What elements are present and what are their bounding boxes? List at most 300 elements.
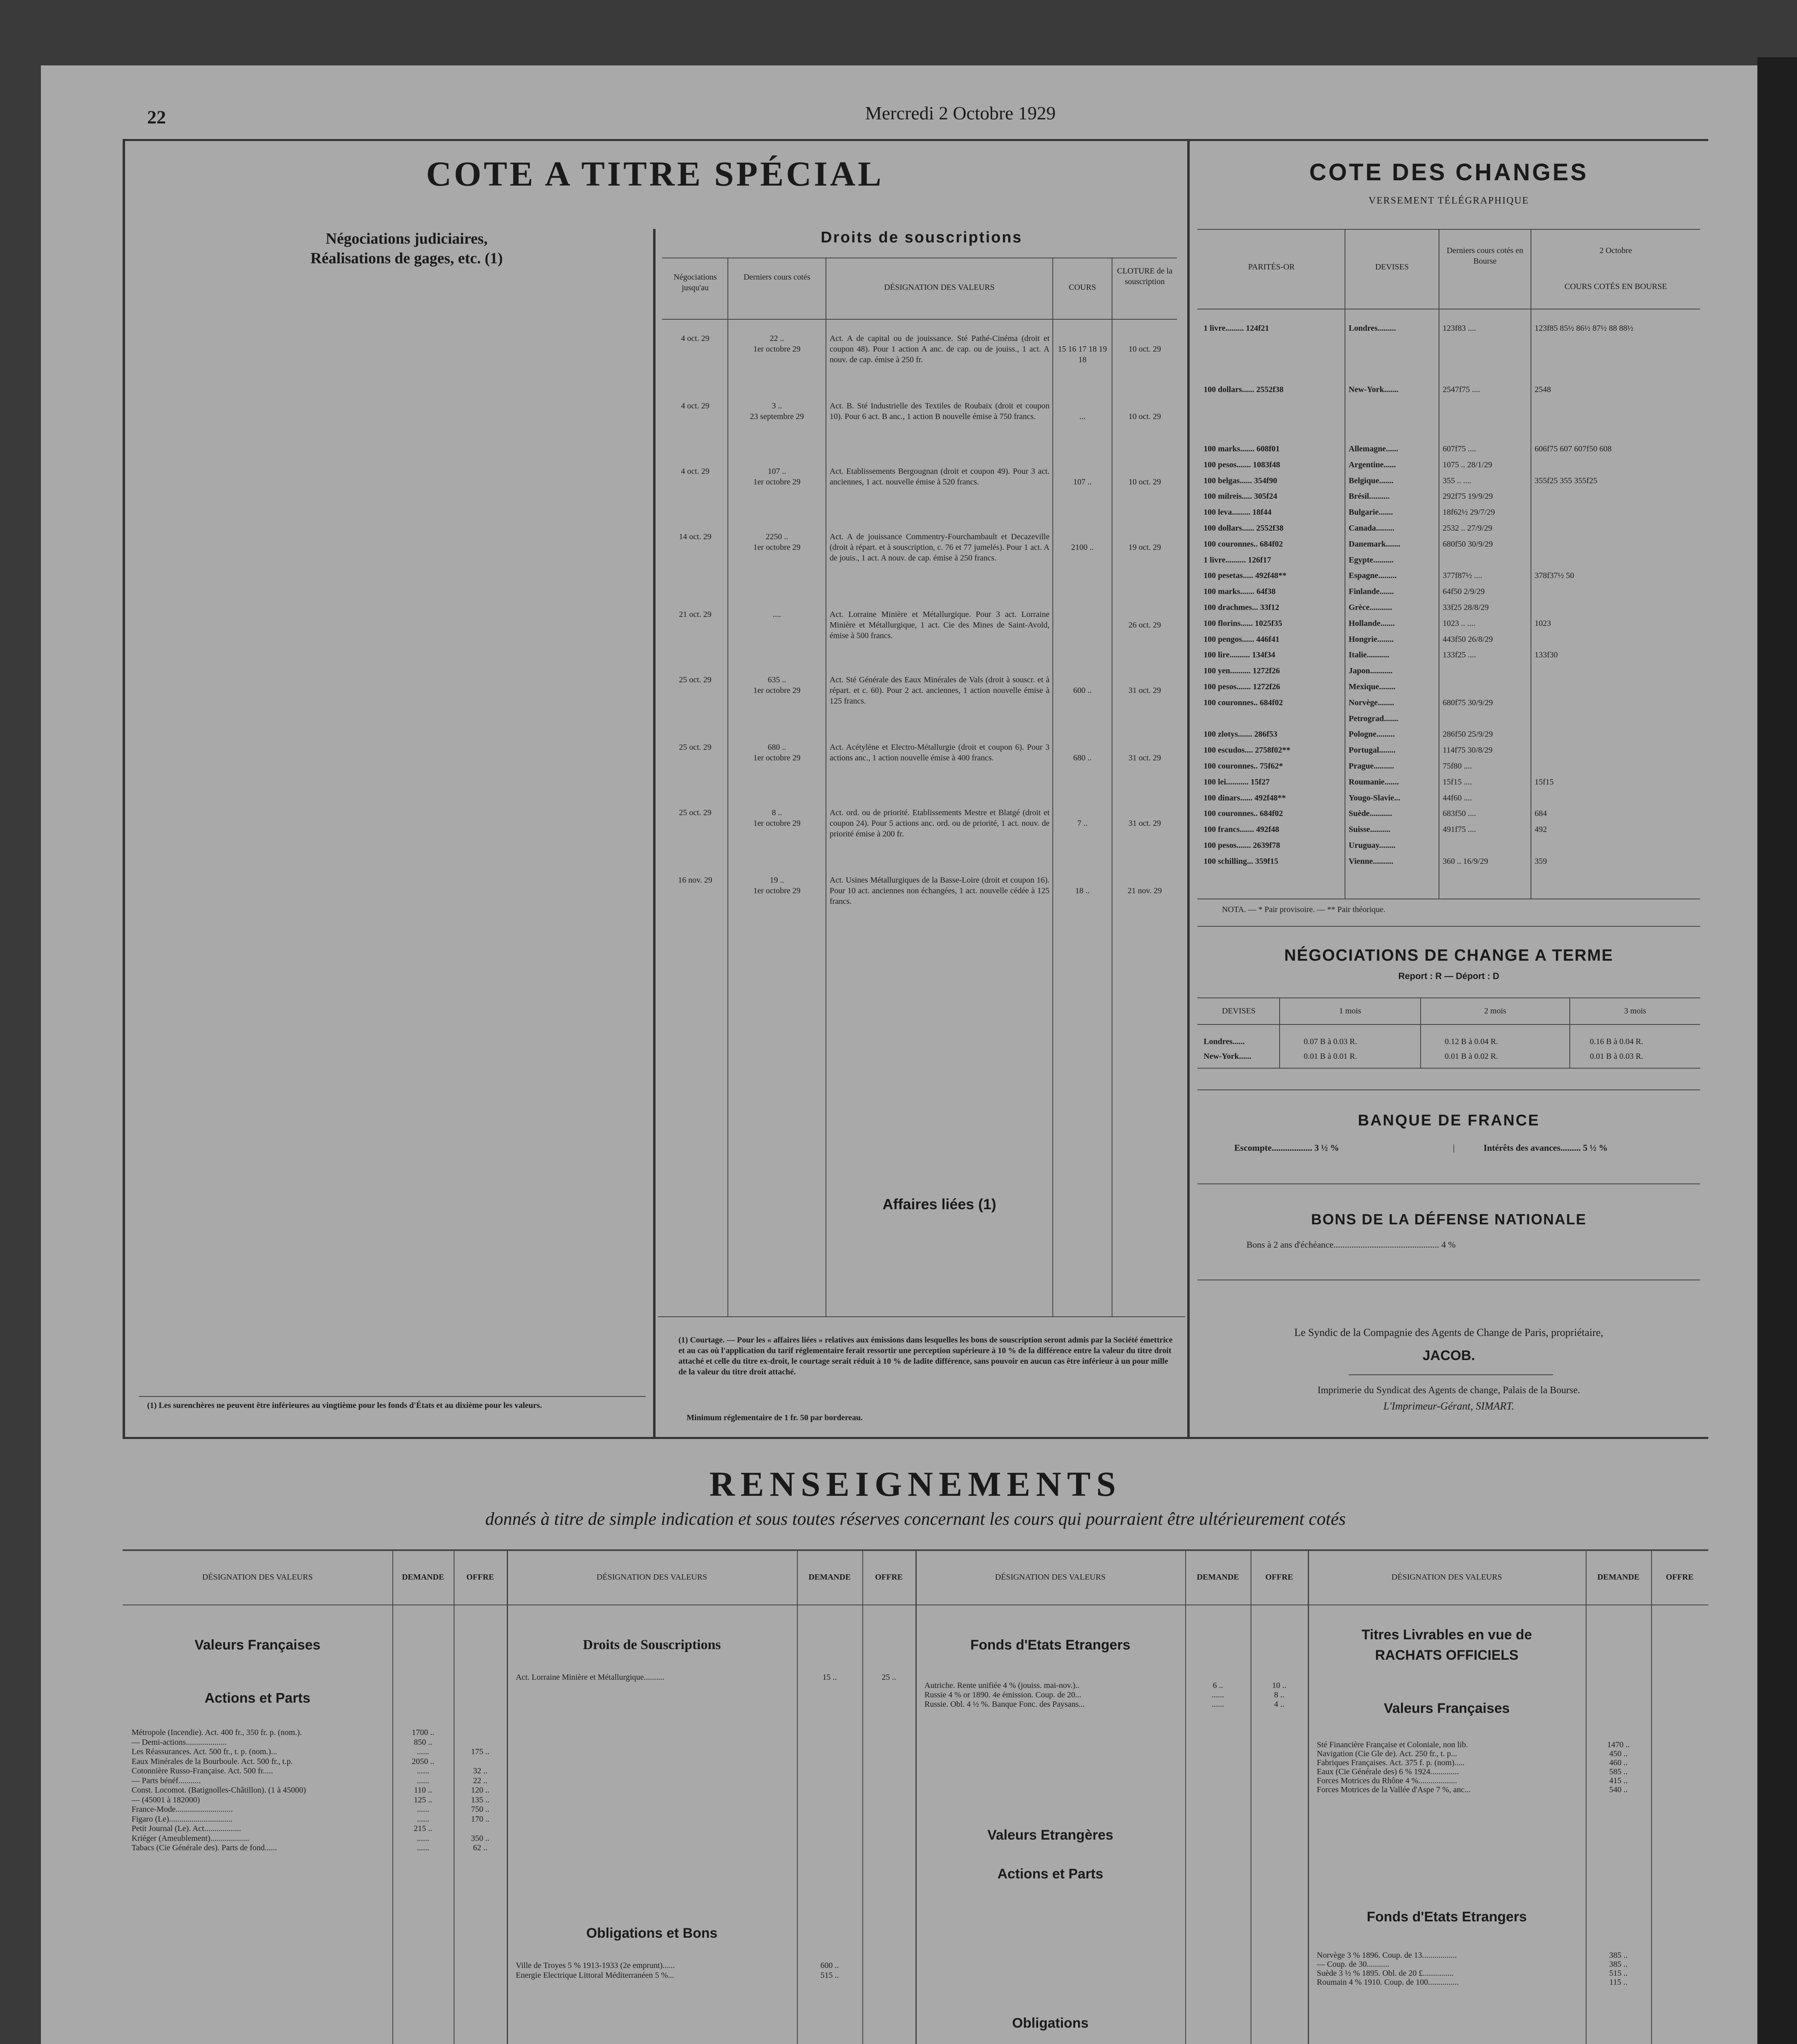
change-devise: New-York....... xyxy=(1349,385,1399,394)
change-devise: Petrograd....... xyxy=(1349,714,1399,723)
rens-row-designation: Eaux Minérales de la Bourboule. Act. 500 fr., t.p. xyxy=(132,1757,293,1766)
rens-offre-sep xyxy=(1651,1549,1652,2044)
change-parite: 100 florins...... 1025f35 xyxy=(1204,619,1282,628)
droits-neg: 25 oct. 29 xyxy=(679,808,712,817)
change-derniers: 75f80 .... xyxy=(1443,762,1472,771)
change-devise: Suède........... xyxy=(1349,809,1392,818)
rens-demande-sep xyxy=(1185,1549,1186,2044)
syndic-line2: Imprimerie du Syndicat des Agents de change, Palais de la Bourse. xyxy=(1317,1385,1580,1396)
negociations-line1: Négociations judiciaires, xyxy=(325,230,488,247)
change-parite: 100 francs....... 492f48 xyxy=(1204,825,1279,834)
droits-neg: 4 oct. 29 xyxy=(681,467,709,476)
syndic-name: JACOB. xyxy=(1422,1348,1475,1363)
change-devise: Italie........... xyxy=(1349,650,1390,660)
rens-row-demande: 215 .. xyxy=(414,1824,432,1833)
rens-row-offre: 350 .. xyxy=(471,1833,490,1843)
binding-edge xyxy=(1757,57,1797,2044)
rens-row-demande: ...... xyxy=(417,1814,429,1824)
negociations-note-ref: (1) xyxy=(485,250,503,267)
rens-row-designation: Act. Lorraine Minière et Métallurgique.......... xyxy=(516,1673,665,1682)
rens-col-divider xyxy=(1308,1549,1309,2044)
change-parite: 100 drachmes... 33f12 xyxy=(1204,603,1279,612)
rens-row-demande: 515 .. xyxy=(1609,1969,1628,1978)
droits-cloture: 31 oct. 29 xyxy=(1128,819,1161,828)
rens-col-demande: DEMANDE xyxy=(1597,1573,1640,1582)
change-devise: Londres......... xyxy=(1349,324,1396,333)
rens-row-demande: 600 .. xyxy=(820,1961,839,1970)
droits-neg: 4 oct. 29 xyxy=(681,334,709,343)
droits-dc2: 1er octobre 29 xyxy=(753,886,801,895)
change-derniers: 2547f75 .... xyxy=(1443,385,1480,394)
rens-row-designation: Roumain 4 % 1910. Coup. de 100............... xyxy=(1317,1978,1459,1987)
droits-neg: 14 oct. 29 xyxy=(679,532,712,541)
changes-col-devises: DEVISES xyxy=(1375,262,1409,271)
droits-neg: 25 oct. 29 xyxy=(679,743,712,752)
rens-valeurs-etrangeres: Valeurs Etrangères xyxy=(987,1827,1114,1843)
change-devise: Portugal........ xyxy=(1349,746,1396,755)
droits-neg: 25 oct. 29 xyxy=(679,675,712,684)
banque-avances: Intérêts des avances......... 5 ½ % xyxy=(1484,1143,1608,1153)
section-rule xyxy=(123,1437,1708,1439)
terme-3mois: 0.01 B à 0.03 R. xyxy=(1590,1052,1643,1061)
droits-cloture: 10 oct. 29 xyxy=(1128,477,1161,486)
change-devise: Yougo-Slavie... xyxy=(1349,793,1401,802)
droits-col-designation: DÉSIGNATION DES VALEURS xyxy=(884,283,995,292)
syndic-rule xyxy=(1349,1374,1553,1375)
rens-row-offre: 4 .. xyxy=(1274,1700,1285,1709)
change-devise: Belgique....... xyxy=(1349,476,1394,485)
change-devise: Danemark....... xyxy=(1349,539,1401,549)
droits-dc1: 680 .. xyxy=(768,743,786,752)
affaires-liees: Affaires liées (1) xyxy=(882,1196,996,1213)
changes-head-top xyxy=(1197,229,1700,230)
middle-divider xyxy=(1187,139,1190,1439)
negociations-line2 xyxy=(172,249,642,268)
rens-actions-parts: Actions et Parts xyxy=(204,1690,311,1706)
rens-row-demande: 385 .. xyxy=(1609,1951,1628,1960)
terme-top-rule xyxy=(1197,926,1700,927)
rens-row-demande: 450 .. xyxy=(1609,1749,1628,1758)
terme-col-2: 2 mois xyxy=(1484,1006,1506,1015)
syndic-line3: L'Imprimeur-Gérant, SIMART. xyxy=(1383,1400,1515,1412)
droits-dc1: 22 .. xyxy=(770,334,784,343)
renseignements-title: RENSEIGNEMENTS xyxy=(709,1464,1122,1504)
droits-dc2: 1er octobre 29 xyxy=(753,819,801,828)
droits-dc1: 8 .. xyxy=(772,808,782,817)
droits-title: Droits de souscriptions xyxy=(821,229,1023,246)
droits-dc2: 1er octobre 29 xyxy=(753,753,801,762)
rens-row-designation: Forces Motrices du Rhône 4 %................... xyxy=(1317,1776,1457,1785)
droits-dc1: 107 .. xyxy=(768,467,786,476)
banque-title: BANQUE DE FRANCE xyxy=(1358,1112,1540,1129)
change-devise: Hongrie........ xyxy=(1349,634,1394,644)
change-devise: Brésil.......... xyxy=(1349,492,1390,501)
droits-dc1: 3 .. xyxy=(772,401,782,410)
top-rule xyxy=(123,139,1708,141)
rens-row-offre: 22 .. xyxy=(473,1776,488,1785)
change-derniers: 44f60 .... xyxy=(1443,793,1472,802)
change-devise: Uruguay........ xyxy=(1349,841,1396,850)
change-devise: Suisse.......... xyxy=(1349,825,1391,834)
rens-row-demande: 2050 .. xyxy=(412,1757,434,1766)
rens-row-demande: 15 .. xyxy=(822,1673,837,1682)
change-parite: 100 dollars...... 2552f38 xyxy=(1204,385,1284,394)
rens-row-designation: Navigation (Cie Gle de). Act. 250 fr., t. p... xyxy=(1317,1749,1457,1758)
bons-title: BONS DE LA DÉFENSE NATIONALE xyxy=(1311,1211,1587,1228)
terme-bottom xyxy=(1197,1068,1700,1069)
rens-row-demande: 460 .. xyxy=(1609,1758,1628,1767)
rens-row-designation: Ville de Troyes 5 % 1913-1933 (2e emprunt)...... xyxy=(516,1961,675,1970)
rens-col-offre: OFFRE xyxy=(466,1573,494,1582)
droits-designation: Act. Lorraine Minière et Métallurgique. Pour 3 act. Lorraine Minière et Métallurgique, 1 act. Cie des Mines de Saint-Avold, émise à 500 francs. xyxy=(830,610,1050,640)
rens-row-demande: 850 .. xyxy=(414,1737,432,1747)
rens-row-designation: France-Mode............................ xyxy=(132,1805,233,1814)
changes-col-parites: PARITÉS-OR xyxy=(1248,262,1295,271)
change-cours: 606f75 607 607f50 608 xyxy=(1535,444,1612,453)
terme-subtitle: Report : R — Déport : D xyxy=(1398,971,1499,981)
rens-row-demande: 115 .. xyxy=(1609,1978,1628,1987)
rens-row-designation: Norvège 3 % 1896. Coup. de 13................. xyxy=(1317,1951,1457,1960)
change-parite: 100 couronnes.. 684f02 xyxy=(1204,698,1283,707)
change-devise: Pologne......... xyxy=(1349,730,1395,739)
rens-col-demande: DEMANDE xyxy=(402,1573,444,1582)
droits-dc1: 19 .. xyxy=(770,876,784,885)
rens-valeurs-francaises: Valeurs Françaises xyxy=(194,1637,321,1653)
rens-row-designation: Cotonnière Russo-Française. Act. 500 fr..... xyxy=(132,1766,273,1775)
rens-row-designation: Petit Journal (Le). Act.................. xyxy=(132,1824,241,1833)
rens-col-designation: DÉSIGNATION DES VALEURS xyxy=(202,1573,313,1582)
change-parite: 100 yen.......... 1272f26 xyxy=(1204,666,1280,676)
rens-row-designation: Tabacs (Cie Générale des). Parts de fond...... xyxy=(132,1843,277,1852)
rens-row-designation: Métropole (Incendie). Act. 400 fr., 350 fr. p. (nom.). xyxy=(132,1728,302,1737)
change-parite: 100 dollars...... 2552f38 xyxy=(1204,524,1284,533)
droits-cloture: 19 oct. 29 xyxy=(1128,543,1161,552)
banque-top-rule xyxy=(1197,1089,1700,1090)
droits-dc1: 2250 .. xyxy=(765,532,788,541)
change-derniers: 355 .. .... xyxy=(1443,476,1471,485)
rens-row-designation: Forces Motrices de la Vallée d'Aspe 7 %, anc... xyxy=(1317,1785,1471,1794)
rens-row-designation: — (45001 à 182000) xyxy=(132,1795,200,1804)
droits-designation: Act. B. Sté Industrielle des Textiles de Roubaix (droit et coupon 10). Pour 6 act. B anc., 1 action B nouvelle émise à 750 francs. xyxy=(830,401,1050,421)
page-date: Mercredi 2 Octobre 1929 xyxy=(865,103,1056,123)
terme-3mois: 0.16 B à 0.04 R. xyxy=(1590,1037,1643,1046)
change-devise: Bulgarie....... xyxy=(1349,508,1393,517)
change-cours: 1023 xyxy=(1535,619,1551,628)
change-derniers: 133f25 .... xyxy=(1443,650,1476,660)
droits-designation: Act. Etablissements Bergougnan (droit et coupon 49). Pour 3 act. anciennes, 1 act. nouvelle émise à 520 francs. xyxy=(830,467,1050,486)
change-cours: 359 xyxy=(1535,856,1547,866)
rens-col-demande: DEMANDE xyxy=(1197,1573,1239,1582)
rens-droits-souscriptions: Droits de Souscriptions xyxy=(583,1637,721,1652)
rens-row-offre: 25 .. xyxy=(882,1673,896,1682)
change-parite: 100 pesetas..... 492f48** xyxy=(1204,571,1287,580)
change-parite: 100 dinars...... 492f48** xyxy=(1204,793,1286,802)
change-parite: 100 zlotys....... 286f53 xyxy=(1204,730,1278,739)
change-devise: Roumanie....... xyxy=(1349,777,1399,787)
droits-cloture: 10 oct. 29 xyxy=(1128,412,1161,421)
droits-cours: 7 .. xyxy=(1077,819,1088,828)
terme-col-1: 1 mois xyxy=(1339,1006,1361,1015)
change-devise: Allemagne...... xyxy=(1349,444,1399,453)
change-derniers: 286f50 25/9/29 xyxy=(1443,730,1493,739)
change-derniers: 292f75 19/9/29 xyxy=(1443,492,1493,501)
change-devise: Prague.......... xyxy=(1349,762,1394,771)
droits-designation: Act. Usines Métallurgiques de la Basse-Loire (droit et coupon 16). Pour 10 act. anciennes non échangées, 1 act. nouvelle cédée à 125 francs. xyxy=(830,876,1050,906)
change-parite: 100 escudos.... 2758f02** xyxy=(1204,746,1291,755)
surenchere-footnote: (1) Les surenchères ne peuvent être inférieures au vingtième pour les fonds d'États et au dixième pour les valeurs. xyxy=(147,1401,542,1410)
change-derniers: 1023 .. .... xyxy=(1443,619,1475,628)
rens-row-demande: ...... xyxy=(1212,1700,1224,1709)
droits-dc1: 635 .. xyxy=(768,675,786,684)
droits-col-cloture: CLOTURE de la souscription xyxy=(1117,267,1173,286)
rens-col-designation: DÉSIGNATION DES VALEURS xyxy=(995,1573,1106,1582)
page-number: 22 xyxy=(147,107,166,128)
droits-cours: 15 16 17 18 19 18 xyxy=(1058,345,1107,364)
rens-row-offre: 175 .. xyxy=(471,1747,490,1756)
change-parite: 100 pesos....... 1272f26 xyxy=(1204,682,1280,691)
rens-col-offre: OFFRE xyxy=(875,1573,903,1582)
change-derniers: 1075 .. 28/1/29 xyxy=(1443,460,1493,469)
droits-cours: 600 .. xyxy=(1073,686,1092,695)
terme-head-top xyxy=(1197,997,1700,998)
rens-row-designation: Les Réassurances. Act. 500 fr., t. p. (nom.)... xyxy=(132,1747,277,1756)
rens-row-designation: Energie Electrique Littoral Méditerranéen 5 %... xyxy=(516,1971,674,1980)
droits-designation: Act. A de jouissance Commentry-Fourchambault et Decazeville (droit à répart. et à souscription, c. 76 et 77 jumelés). Pour 1 act. A de jouis., 1 act. A nouv. de cap. émise à 250 francs. xyxy=(830,532,1050,563)
negociations-heading xyxy=(172,229,642,268)
change-devise: Norvège........ xyxy=(1349,698,1394,707)
changes-title: COTE DES CHANGES xyxy=(1309,159,1589,186)
rens-row-offre: 750 .. xyxy=(471,1805,490,1814)
change-parite: 100 couronnes.. 684f02 xyxy=(1204,539,1283,549)
droits-dc2: 1er octobre 29 xyxy=(753,686,801,695)
rens-row-demande: ...... xyxy=(1212,1690,1224,1699)
rens-row-demande: ...... xyxy=(417,1843,429,1852)
droits-cours: 680 .. xyxy=(1073,753,1092,762)
rens-row-offre: 170 .. xyxy=(471,1814,490,1824)
change-cours: 15f15 xyxy=(1535,777,1554,787)
rens-col-designation: DÉSIGNATION DES VALEURS xyxy=(596,1573,707,1582)
courtage-note: (1) Courtage. — Pour les « affaires liées » relatives aux émissions dans lesquelles les bons de souscription seront admis par la Société émettrice et au cas où l'application du tarif réglementaire ferait ressortir une perception supérieure à 10 % de la différence entre la valeur du titre droit attaché et celle du titre ex-droit, le courtage serait réduit à 10 % de ladite différence, sans pouvoir en aucun cas être inférieur à un pour mille de la valeur du titre droit attaché. xyxy=(678,1336,1173,1376)
rens-row-demande: ...... xyxy=(417,1833,429,1843)
rens-row-designation: Const. Locomot. (Batignolles-Châtillon). (1 à 45000) xyxy=(132,1786,306,1795)
rens-row-demande: 1700 .. xyxy=(412,1728,434,1737)
droits-col-neg: Négociations jusqu'au xyxy=(674,273,717,292)
droits-col-derniers: Derniers cours cotés xyxy=(743,273,810,282)
change-cours: 684 xyxy=(1535,809,1547,818)
rens-fonds-etrangers-2: Fonds d'Etats Etrangers xyxy=(1367,1909,1527,1925)
droits-cours: 2100 .. xyxy=(1071,543,1094,552)
droits-designation: Act. ord. ou de priorité. Etablissements Mestre et Blatgé (droit et coupon 24). Pour 5 actions anc. ord. ou de priorité, 1 act. nouv. de priorité émise à 200 fr. xyxy=(830,808,1050,838)
change-devise: Argentine...... xyxy=(1349,460,1396,469)
change-derniers: 2532 .. 27/9/29 xyxy=(1443,524,1493,533)
change-cours: 2548 xyxy=(1535,385,1551,394)
footnote-rule xyxy=(139,1396,646,1397)
rens-row-designation: — Demi-actions.................... xyxy=(132,1737,227,1747)
change-parite: 1 livre......... 124f21 xyxy=(1204,324,1269,333)
droits-dc2: 1er octobre 29 xyxy=(753,345,801,354)
droits-designation: Act. A de capital ou de jouissance. Sté Pathé-Cinéma (droit et coupon 48). Pour 1 action A anc. de cap. ou de jouiss., 1 act. A nouv. de cap. émise à 250 fr. xyxy=(830,334,1050,364)
change-devise: Grèce........... xyxy=(1349,603,1392,612)
rens-col-designation: DÉSIGNATION DES VALEURS xyxy=(1391,1573,1502,1582)
change-parite: 100 marks....... 64f38 xyxy=(1204,587,1276,596)
terme-col-3: 3 mois xyxy=(1624,1006,1646,1015)
terme-devise: Londres...... xyxy=(1204,1037,1245,1046)
banque-escompte: Escompte.................. 3 ½ % xyxy=(1234,1143,1339,1153)
droits-designation: Act. Acétylène et Electro-Métallurgie (droit et coupon 6). Pour 3 actions anc., 1 action nouvelle émise à 400 francs. xyxy=(830,743,1050,762)
rens-row-offre: 120 .. xyxy=(471,1786,490,1795)
change-derniers: 607f75 .... xyxy=(1443,444,1476,453)
rens-row-demande: 415 .. xyxy=(1609,1776,1628,1785)
left-border xyxy=(123,139,125,1439)
change-devise: Mexique........ xyxy=(1349,682,1396,691)
rens-col-divider xyxy=(915,1549,917,2044)
rens-col-offre: OFFRE xyxy=(1666,1573,1694,1582)
negociations-line2-text: Réalisations de gages, etc. xyxy=(310,250,481,267)
rens-rachats-officiels: RACHATS OFFICIELS xyxy=(1375,1647,1519,1663)
change-parite: 100 pesos....... 2639f78 xyxy=(1204,841,1280,850)
droits-designation: Act. Sté Générale des Eaux Minérales de Vals (droit à souscr. et à répart. et c. 60). Pour 2 act. anciennes, 1 action nouvelle émise à 125 francs. xyxy=(830,675,1050,706)
change-cours: 133f30 xyxy=(1535,650,1558,660)
bons-top-rule xyxy=(1197,1183,1700,1184)
change-derniers: 683f50 .... xyxy=(1443,809,1476,818)
rens-row-demande: 125 .. xyxy=(414,1795,432,1804)
droits-cours: ... xyxy=(1079,412,1085,421)
rens-row-designation: Suède 3 ½ % 1895. Obl. de 20 £............... xyxy=(1317,1969,1454,1978)
change-parite: 100 lire.......... 134f34 xyxy=(1204,650,1276,660)
change-parite: 100 belgas...... 354f90 xyxy=(1204,476,1277,485)
rens-row-demande: 1470 .. xyxy=(1607,1740,1630,1749)
change-parite: 100 marks....... 608f01 xyxy=(1204,444,1280,453)
rens-row-demande: 585 .. xyxy=(1609,1767,1628,1776)
rens-row-demande: ...... xyxy=(417,1747,429,1756)
change-derniers: 680f75 30/9/29 xyxy=(1443,698,1493,707)
droits-neg: 16 nov. 29 xyxy=(678,876,712,885)
rens-valeurs-francaises-2: Valeurs Françaises xyxy=(1383,1701,1510,1716)
droits-dc2: 1er octobre 29 xyxy=(753,477,801,486)
droits-cloture: 10 oct. 29 xyxy=(1128,345,1161,354)
droits-cloture: 26 oct. 29 xyxy=(1128,621,1161,630)
change-parite: 100 lei........... 15f27 xyxy=(1204,777,1270,787)
change-parite: 100 leva......... 18f44 xyxy=(1204,508,1272,517)
rens-row-demande: 6 .. xyxy=(1213,1681,1223,1690)
banque-sep: | xyxy=(1453,1143,1455,1153)
cote-inner-divider xyxy=(653,229,656,1439)
droits-cloture: 31 oct. 29 xyxy=(1128,686,1161,695)
rens-actions-parts-etr: Actions et Parts xyxy=(997,1866,1103,1882)
droits-dc2: 1er octobre 29 xyxy=(753,543,801,552)
renseignements-subtitle: donnés à titre de simple indication et sous toutes réserves concernant les cours qui pourraient être ultérieurement cotés xyxy=(485,1509,1346,1529)
change-devise: Egypte.......... xyxy=(1349,555,1394,565)
cote-special-title: COTE A TITRE SPÉCIAL xyxy=(426,154,884,193)
change-cours: 378f37½ 50 xyxy=(1535,571,1574,580)
terme-title: NÉGOCIATIONS DE CHANGE A TERME xyxy=(1284,946,1613,964)
change-derniers: 360 .. 16/9/29 xyxy=(1443,856,1488,866)
rens-row-offre: 8 .. xyxy=(1274,1690,1285,1699)
rens-row-demande: 385 .. xyxy=(1609,1960,1628,1969)
rens-row-demande: 515 .. xyxy=(820,1971,839,1980)
rens-row-demande: 110 .. xyxy=(414,1786,432,1795)
change-derniers: 33f25 28/8/29 xyxy=(1443,603,1489,612)
rens-row-offre: 32 .. xyxy=(473,1766,488,1775)
bons-line: Bons à 2 ans d'échéance............................................... 4 % xyxy=(1246,1239,1456,1250)
rens-row-demande: ...... xyxy=(417,1805,429,1814)
terme-1mois: 0.07 B à 0.03 R. xyxy=(1304,1037,1357,1046)
droits-neg: 21 oct. 29 xyxy=(679,610,712,619)
terme-2mois: 0.12 B à 0.04 R. xyxy=(1445,1037,1498,1046)
droits-cours: 107 .. xyxy=(1073,477,1092,486)
change-cours: 355f25 355 355f25 xyxy=(1535,476,1598,485)
rens-row-demande: ...... xyxy=(417,1776,429,1785)
rens-row-designation: Russie 4 % or 1890. 4e émission. Coup. de 20... xyxy=(924,1690,1081,1699)
change-parite: 100 schilling... 359f15 xyxy=(1204,856,1278,866)
droits-cours: 18 .. xyxy=(1075,886,1090,895)
change-parite: 1 livre.......... 126f17 xyxy=(1204,555,1271,565)
rens-col-demande: DEMANDE xyxy=(808,1573,851,1582)
rens-row-designation: — Parts bénéf........... xyxy=(132,1776,201,1785)
change-parite: 100 pesos....... 1083f48 xyxy=(1204,460,1280,469)
droits-dc2: 23 septembre 29 xyxy=(750,412,804,421)
change-devise: Espagne......... xyxy=(1349,571,1397,580)
rens-obligations: Obligations xyxy=(1012,2015,1089,2031)
terme-1mois: 0.01 B à 0.01 R. xyxy=(1304,1052,1357,1061)
droits-head-bottom xyxy=(662,319,1177,320)
rens-offre-sep xyxy=(862,1549,863,2044)
rens-row-designation: Sté Financière Française et Coloniale, non lib. xyxy=(1317,1740,1468,1749)
rens-row-designation: Eaux (Cie Générale des) 6 % 1924.............. xyxy=(1317,1767,1459,1776)
rens-row-offre: 135 .. xyxy=(471,1795,490,1804)
changes-subtitle: VERSEMENT TÉLÉGRAPHIQUE xyxy=(1368,195,1529,206)
rens-row-designation: Figaro (Le)............................... xyxy=(132,1814,233,1824)
rens-row-designation: — Coup. de 30........... xyxy=(1317,1960,1390,1969)
change-parite: 100 couronnes.. 684f02 xyxy=(1204,809,1283,818)
rens-row-designation: Autriche. Rente unifiée 4 % (jouiss. mai-nov.).. xyxy=(924,1681,1080,1690)
change-devise: Vienne.......... xyxy=(1349,856,1394,866)
change-derniers: 64f50 2/9/29 xyxy=(1443,587,1485,596)
rens-row-designation: Russie. Obl. 4 ½ %. Banque Fonc. des Paysans... xyxy=(924,1700,1085,1709)
change-derniers: 114f75 30/8/29 xyxy=(1443,746,1493,755)
change-cours: 123f85 85½ 86½ 87½ 88 88½ xyxy=(1535,324,1634,333)
change-devise: Hollande....... xyxy=(1349,619,1395,628)
rens-row-offre: 10 .. xyxy=(1272,1681,1287,1690)
change-derniers: 15f15 .... xyxy=(1443,777,1472,787)
rens-fonds-etrangers: Fonds d'Etats Etrangers xyxy=(970,1637,1130,1653)
terme-col-devises: DEVISES xyxy=(1222,1006,1256,1015)
terme-devise: New-York...... xyxy=(1204,1052,1251,1061)
rens-col-offre: OFFRE xyxy=(1265,1573,1293,1582)
droits-neg: 4 oct. 29 xyxy=(681,401,709,410)
terme-2mois: 0.01 B à 0.02 R. xyxy=(1445,1052,1498,1061)
change-devise: Canada......... xyxy=(1349,524,1394,533)
courtage-rule xyxy=(658,1316,1185,1317)
courtage-min: Minimum réglementaire de 1 fr. 50 par bordereau. xyxy=(687,1413,863,1422)
change-parite: 100 couronnes.. 75f62* xyxy=(1204,762,1283,771)
rens-obligations-bons: Obligations et Bons xyxy=(586,1925,718,1941)
change-derniers: 680f50 30/9/29 xyxy=(1443,539,1493,549)
change-derniers: 443f50 26/8/29 xyxy=(1443,634,1493,644)
droits-cloture: 31 oct. 29 xyxy=(1128,753,1161,762)
change-derniers: 491f75 .... xyxy=(1443,825,1476,834)
change-devise: Japon........... xyxy=(1349,666,1393,676)
rens-row-demande: ...... xyxy=(417,1766,429,1775)
change-derniers: 18f62½ 29/7/29 xyxy=(1443,508,1495,517)
rens-row-designation: Kriéger (Ameublement)................... xyxy=(132,1833,249,1843)
terme-head-bottom xyxy=(1197,1024,1700,1025)
droits-col-cours: COURS xyxy=(1069,283,1096,292)
droits-dc1: .... xyxy=(773,610,781,619)
rens-row-demande: 540 .. xyxy=(1609,1785,1628,1794)
changes-col-date: 2 Octobre xyxy=(1599,246,1632,255)
rens-row-offre: 62 .. xyxy=(473,1843,488,1852)
